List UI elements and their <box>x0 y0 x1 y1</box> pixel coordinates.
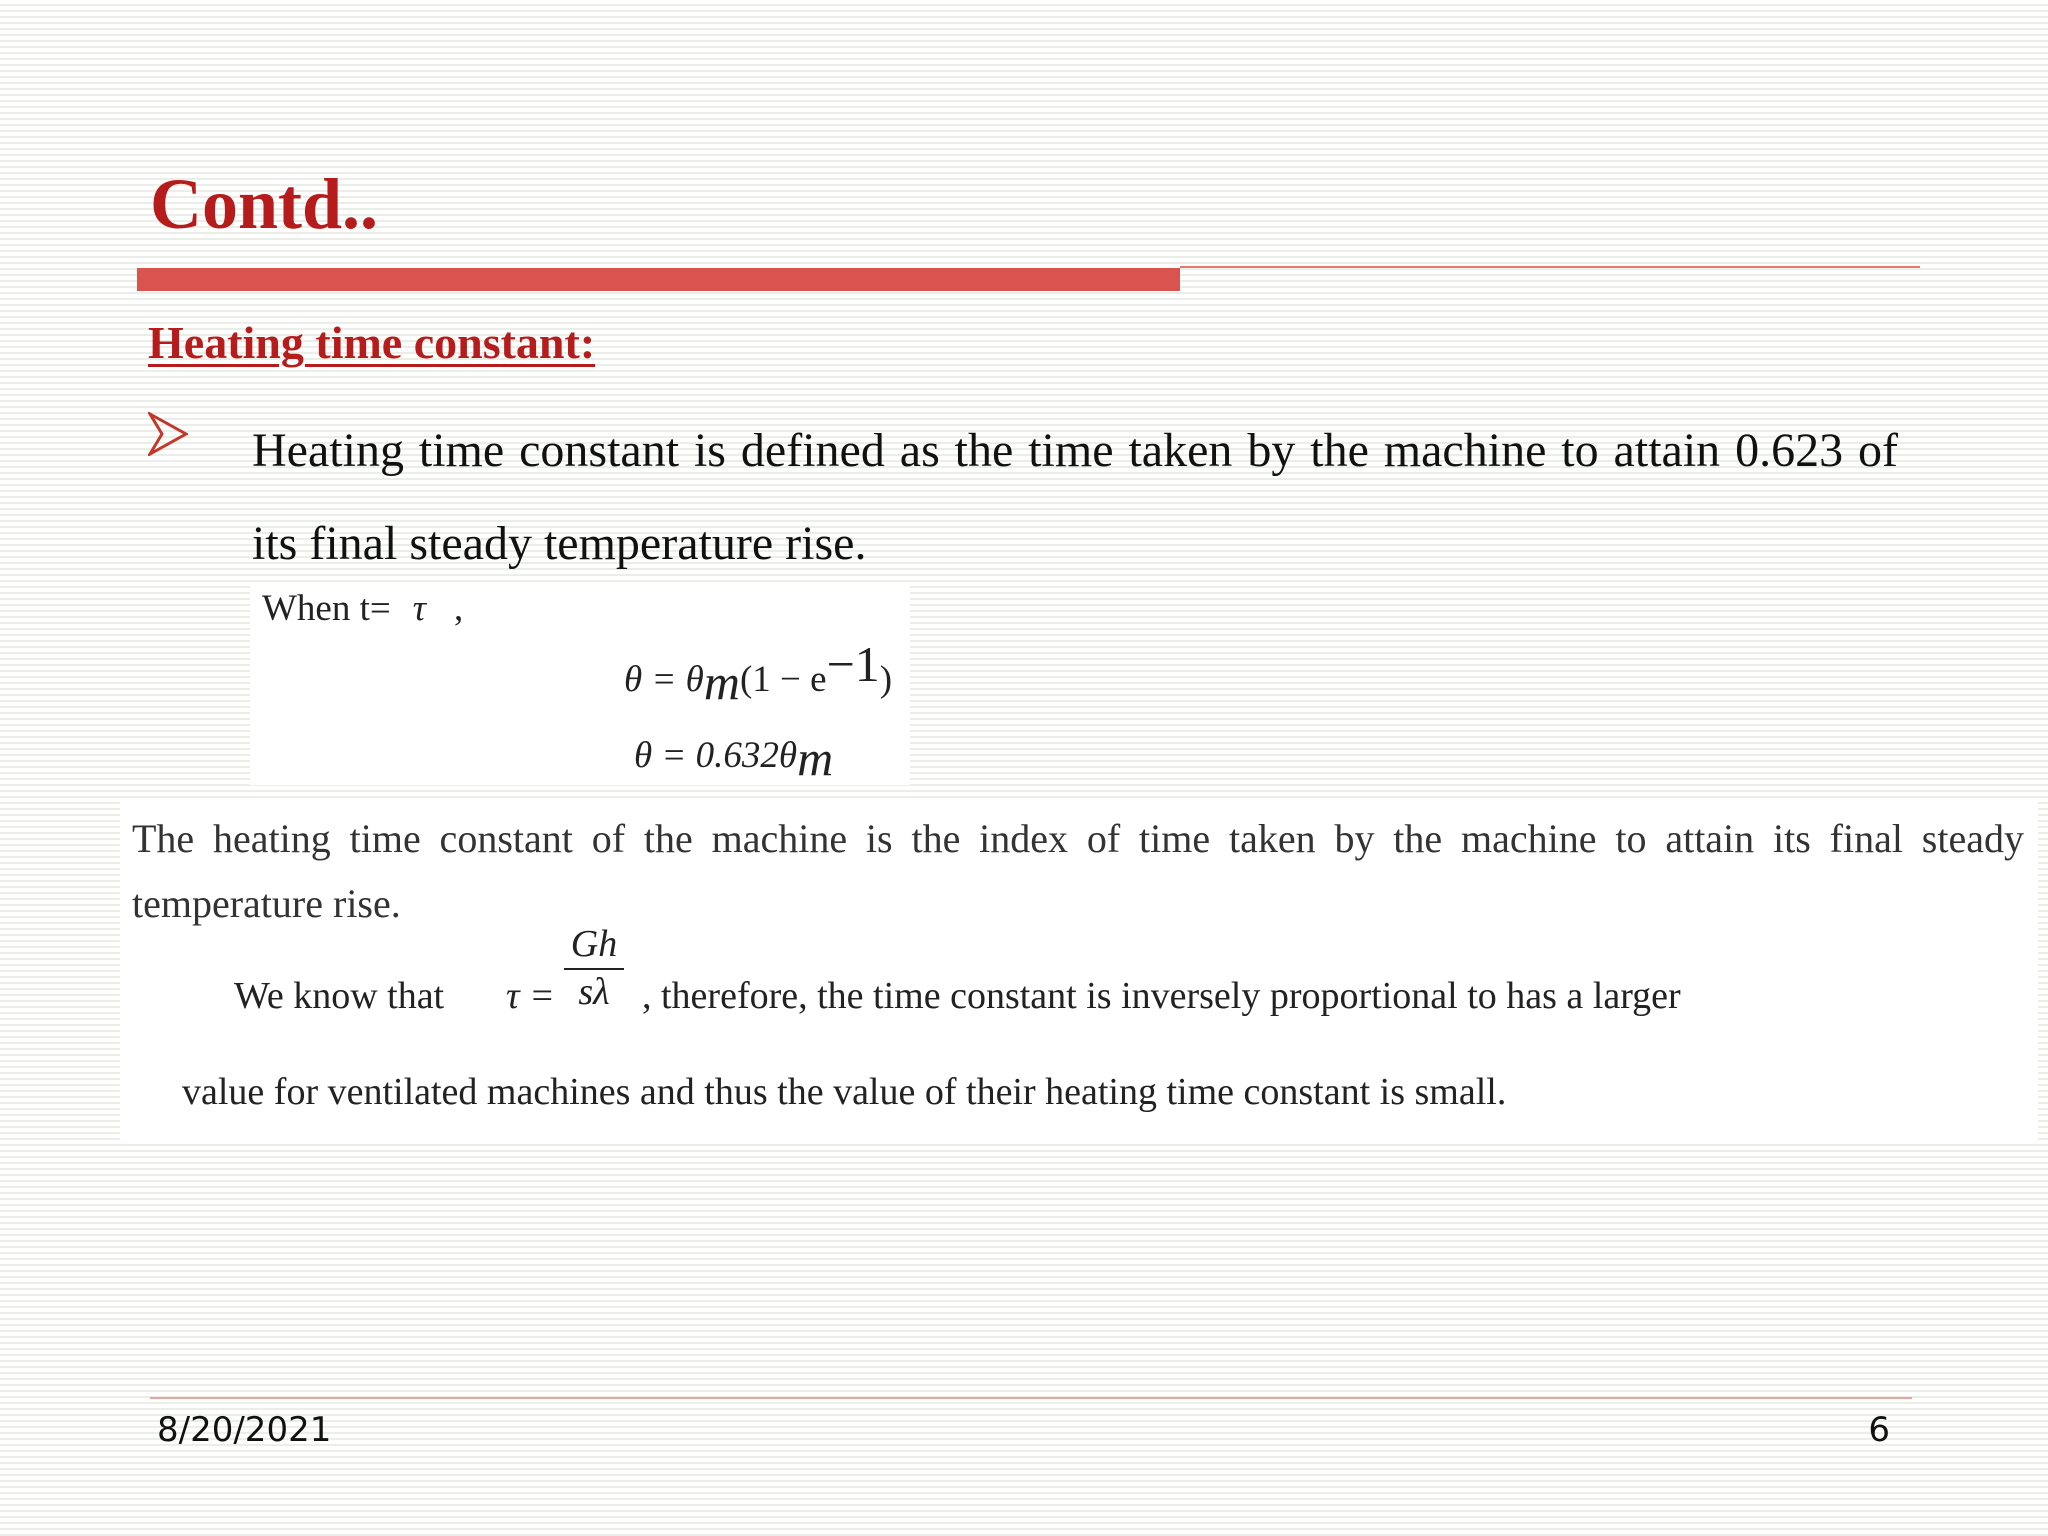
explanation-paragraph: The heating time constant of the machine is the index of time taken by the machine to attain its final steady temperature rise. <box>132 816 2024 926</box>
equation-image <box>250 583 910 785</box>
eq2-lhs: θ = 0.632θ <box>634 735 798 776</box>
know-suffix: , therefore, the time constant is inversely proportional to has a larger <box>642 975 1681 1017</box>
tau-equals: τ = <box>506 975 555 1017</box>
explanation-image <box>120 802 2038 1140</box>
fraction-denominator: sλ <box>578 971 610 1013</box>
equation-when-line <box>262 587 463 630</box>
eq1-subscript: m <box>703 654 740 710</box>
page-number: 6 <box>1868 1410 1890 1450</box>
eq2-subscript: m <box>797 730 834 786</box>
equation-line-2 <box>634 721 834 786</box>
time-constant-fraction <box>564 922 624 1014</box>
fraction-numerator: Gh <box>564 922 624 970</box>
know-prefix: We know that <box>234 975 445 1017</box>
conclusion-line: value for ventilated machines and thus the value of their heating time constant is small. <box>182 1071 1507 1113</box>
section-heading: Heating time constant: <box>148 317 596 368</box>
equation-line-1 <box>624 636 893 710</box>
title-underline-rule <box>1180 266 1920 268</box>
eq1-lhs: θ = θ <box>624 659 704 700</box>
when-comma: , <box>454 588 464 629</box>
eq1-paren-close: ) <box>879 659 893 700</box>
tau-symbol: τ <box>412 588 426 629</box>
footer-date: 8/20/2021 <box>157 1410 332 1450</box>
bullet-text: Heating time constant is defined as the time taken by the machine to attain 0.623 of its final steady temperature rise. <box>252 424 1898 570</box>
eq1-exponent: −1 <box>826 636 880 692</box>
when-label: When t= <box>262 588 391 629</box>
title-underline-bar <box>137 268 1180 291</box>
footer-divider <box>150 1397 1912 1399</box>
eq1-paren-open: (1 − e <box>739 659 827 700</box>
arrowhead-bullet-icon <box>148 412 188 456</box>
slide-title: Contd.. <box>150 164 379 244</box>
